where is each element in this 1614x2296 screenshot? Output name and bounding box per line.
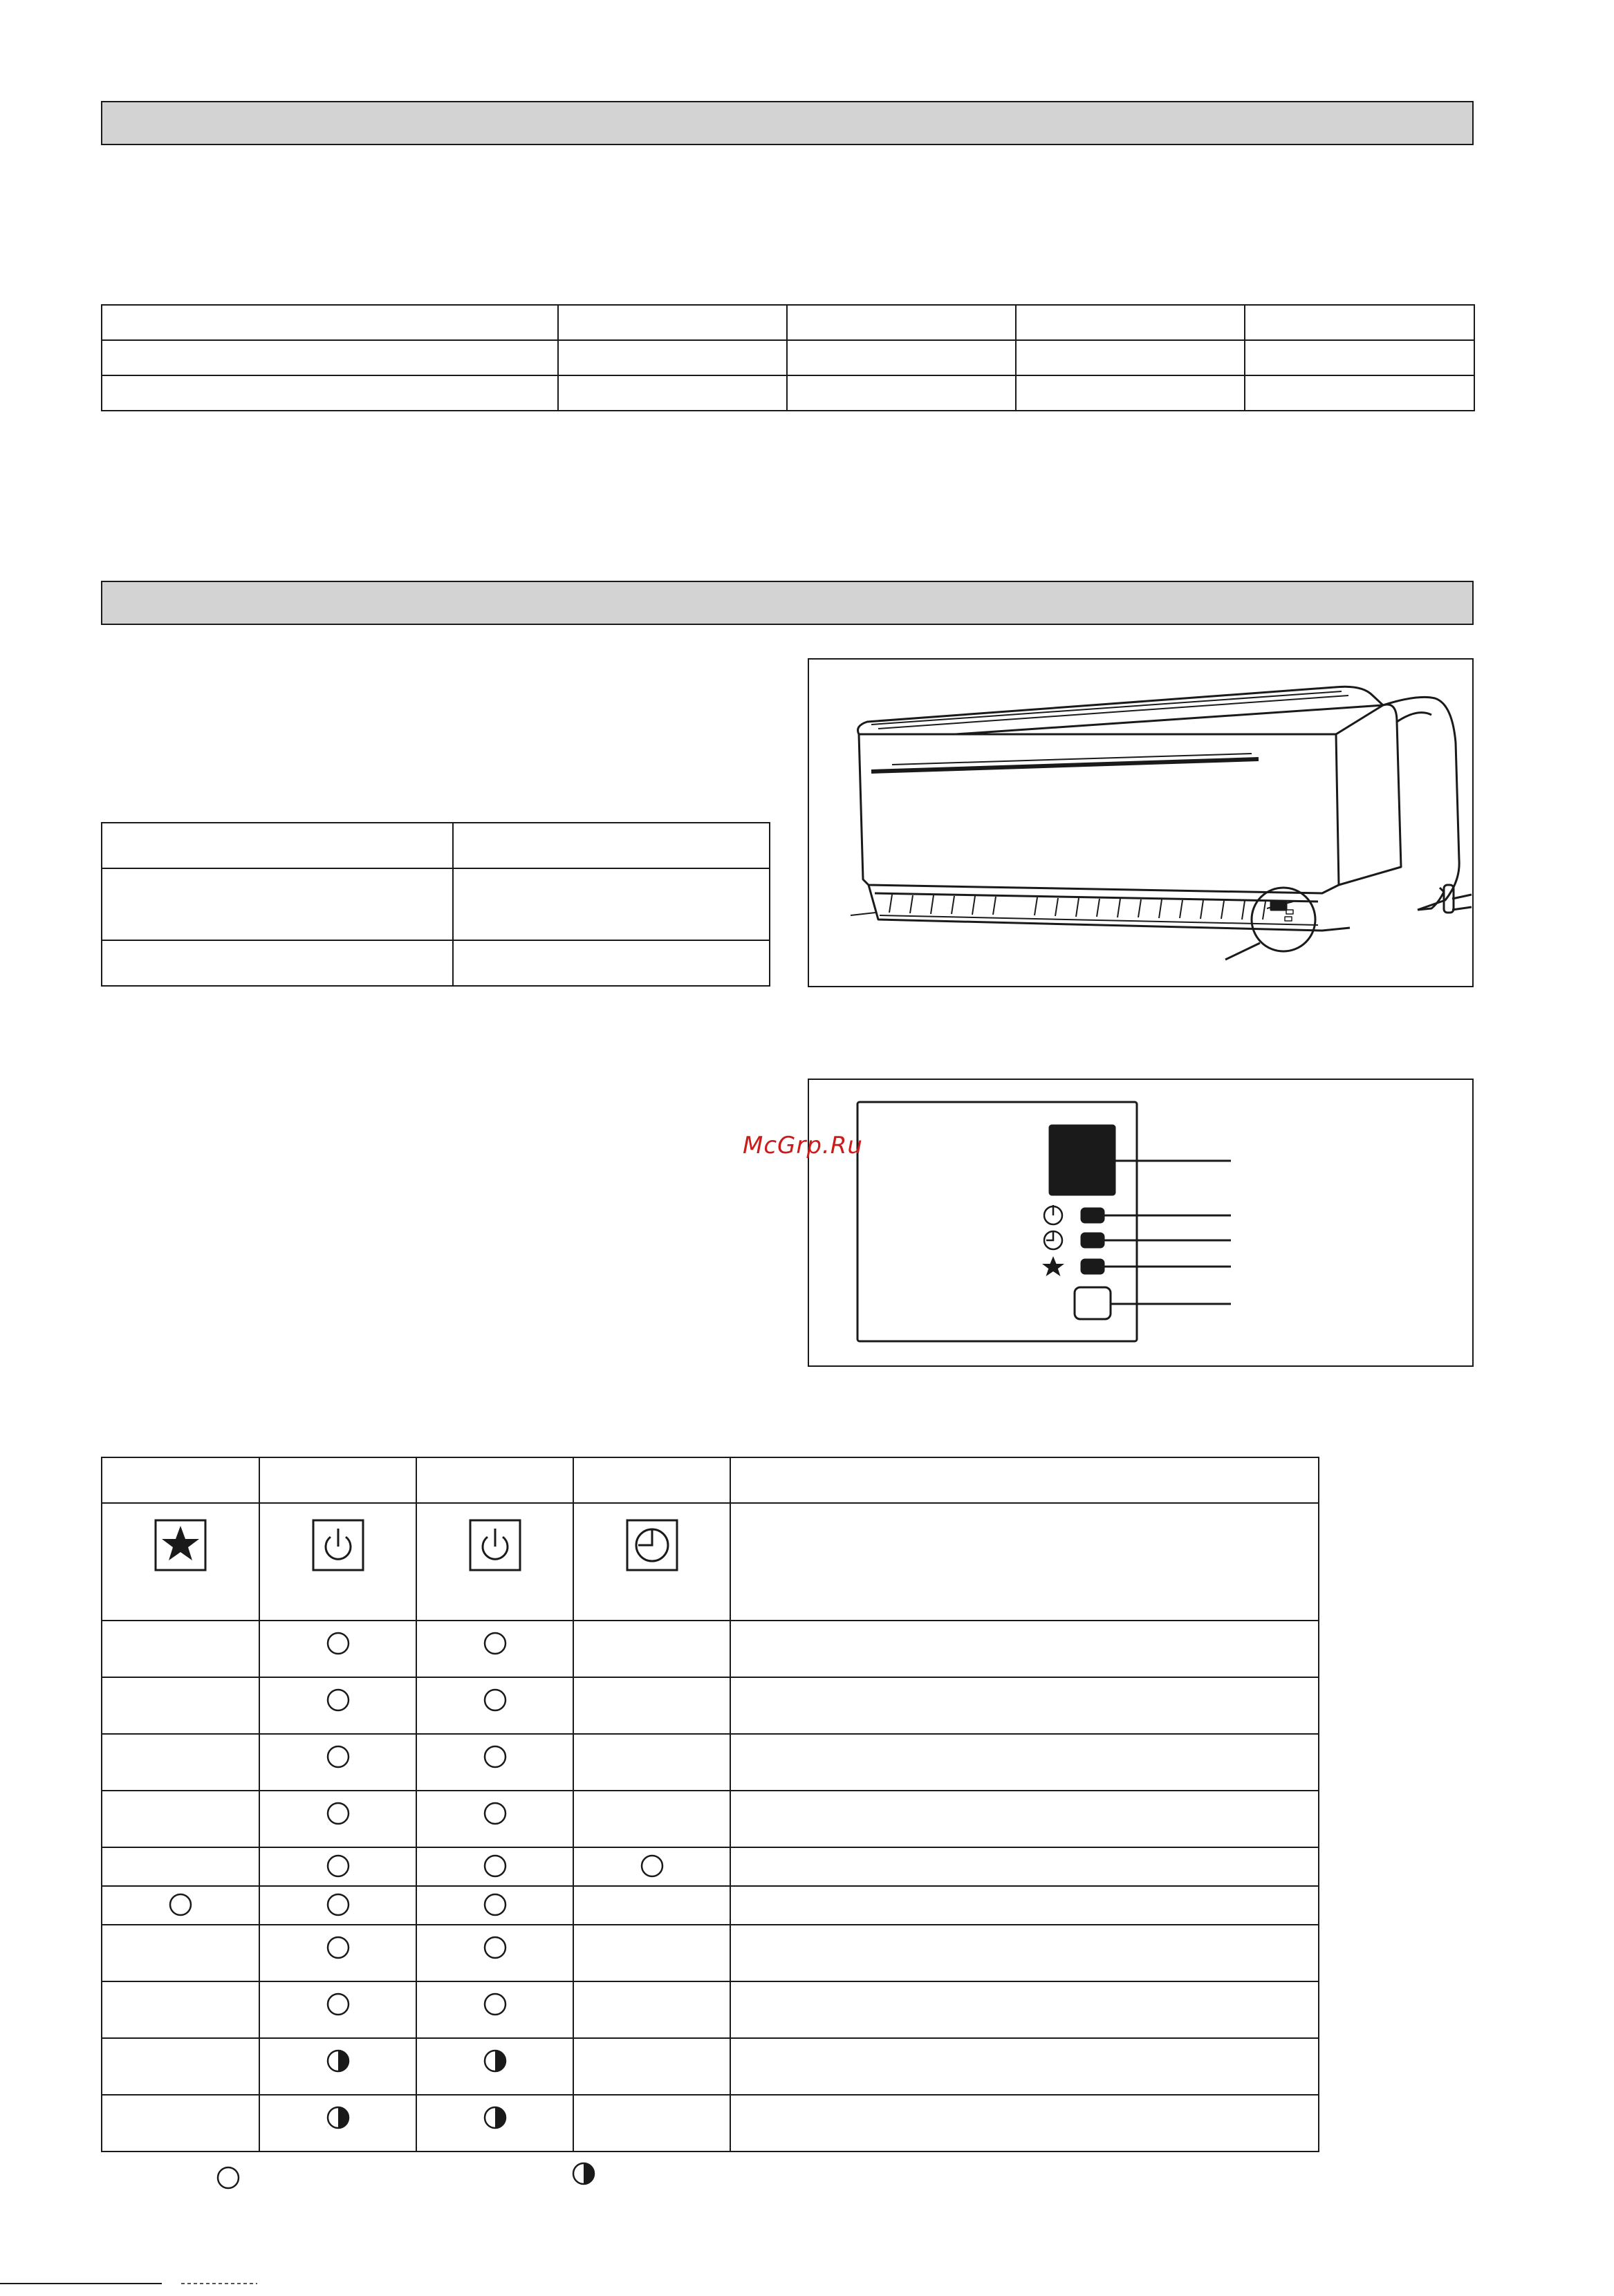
table-cell (416, 1981, 573, 2038)
lit-indicator-mark (483, 1992, 508, 2017)
lit-indicator-mark (326, 1744, 351, 1769)
table-cell (1016, 340, 1245, 375)
lit-indicator-mark (483, 1631, 508, 1656)
indicator-panel-illustration (809, 1080, 1472, 1365)
table-cell (416, 1457, 573, 1503)
table-cell (259, 1925, 416, 1981)
table-cell (573, 1503, 730, 1621)
table-cell (416, 1621, 573, 1677)
table-cell (102, 1621, 259, 1677)
legend-blink-symbol (570, 2160, 597, 2187)
air-conditioner-illustration (809, 660, 1472, 986)
table-cell (102, 940, 453, 986)
legend-lit-symbol (214, 2164, 242, 2192)
table-cell (730, 1503, 1319, 1621)
table-cell (573, 1847, 730, 1886)
lit-indicator-mark (326, 1801, 351, 1826)
lit-indicator-mark (640, 1854, 665, 1878)
table-cell (730, 1981, 1319, 2038)
table-row (102, 1621, 1319, 1677)
indicator-panel-figure (808, 1079, 1474, 1367)
table-cell (416, 1847, 573, 1886)
table-cell (102, 1457, 259, 1503)
table-cell (416, 1925, 573, 1981)
watermark: McGrp.Ru (743, 1132, 863, 1159)
table-row (102, 1925, 1319, 1981)
table-row (102, 1886, 1319, 1925)
switch-table-row (102, 823, 770, 868)
table-cell (259, 1886, 416, 1925)
table-cell (1245, 375, 1474, 411)
table-row (102, 1677, 1319, 1734)
table-cell (730, 1734, 1319, 1791)
switch-table (101, 822, 770, 987)
lit-indicator-mark (483, 1892, 508, 1917)
table-cell (573, 1886, 730, 1925)
table-cell (730, 1677, 1319, 1734)
spec-table-row (102, 340, 1474, 375)
table-cell (259, 2095, 416, 2152)
table-cell (102, 1734, 259, 1791)
lit-indicator-mark (326, 1935, 351, 1960)
table-cell (102, 1677, 259, 1734)
table-cell (453, 868, 770, 940)
table-cell (102, 823, 453, 868)
table-cell (730, 2095, 1319, 2152)
table-cell (573, 1677, 730, 1734)
blink-indicator-mark (483, 2105, 508, 2130)
table-cell (259, 1457, 416, 1503)
table-cell (573, 1457, 730, 1503)
table-cell (573, 1981, 730, 2038)
table-cell (787, 305, 1016, 340)
table-row (102, 1734, 1319, 1791)
spec-table (101, 304, 1475, 411)
table-cell (102, 1981, 259, 2038)
lit-indicator-mark (483, 1935, 508, 1960)
footer-rule (0, 2283, 162, 2284)
section-2-header (101, 581, 1474, 625)
table-cell (1245, 305, 1474, 340)
table-cell (573, 2038, 730, 2095)
table-cell (259, 1621, 416, 1677)
indoor-unit-figure (808, 658, 1474, 987)
power-icon (312, 1519, 364, 1571)
table-cell (573, 2095, 730, 2152)
table-cell (453, 823, 770, 868)
table-cell (573, 1791, 730, 1847)
table-cell (259, 1847, 416, 1886)
table-cell (787, 340, 1016, 375)
lit-indicator-mark (483, 1688, 508, 1712)
table-cell (416, 1503, 573, 1621)
lit-indicator-mark (326, 1892, 351, 1917)
table-cell (730, 1621, 1319, 1677)
table-cell (259, 1677, 416, 1734)
lit-indicator-mark (326, 1688, 351, 1712)
table-cell (416, 1791, 573, 1847)
timer-icon (626, 1519, 678, 1571)
blink-indicator-mark (326, 2105, 351, 2130)
table-cell (787, 375, 1016, 411)
section-1-header (101, 101, 1474, 145)
table-cell (416, 1734, 573, 1791)
spec-table-row (102, 305, 1474, 340)
table-cell (573, 1925, 730, 1981)
table-cell (102, 2038, 259, 2095)
table-cell (730, 1847, 1319, 1886)
table-row (102, 1981, 1319, 2038)
table-cell (102, 1847, 259, 1886)
lit-indicator-mark (483, 1854, 508, 1878)
table-cell (259, 1734, 416, 1791)
table-row (102, 1503, 1319, 1621)
table-row (102, 1847, 1319, 1886)
lit-indicator-mark (483, 1744, 508, 1769)
table-cell (730, 1791, 1319, 1847)
table-cell (102, 340, 558, 375)
spec-table-row (102, 375, 1474, 411)
table-row (102, 1791, 1319, 1847)
blink-indicator-mark (483, 2048, 508, 2073)
table-cell (573, 1621, 730, 1677)
table-cell (730, 2038, 1319, 2095)
table-row (102, 2095, 1319, 2152)
table-cell (573, 1734, 730, 1791)
table-cell (1245, 340, 1474, 375)
star-icon (154, 1519, 207, 1571)
table-cell (558, 375, 787, 411)
table-cell (102, 1791, 259, 1847)
table-cell (416, 1886, 573, 1925)
table-cell (1016, 305, 1245, 340)
power-icon (1044, 1205, 1062, 1224)
table-cell (558, 340, 787, 375)
timer-icon (1044, 1231, 1062, 1249)
table-cell (416, 2095, 573, 2152)
lit-indicator-mark (168, 1892, 193, 1917)
table-cell (416, 2038, 573, 2095)
table-cell (259, 2038, 416, 2095)
table-cell (730, 1457, 1319, 1503)
table-cell (102, 2095, 259, 2152)
footer-dash (181, 2283, 257, 2284)
lit-indicator-mark (326, 1631, 351, 1656)
table-row (102, 1457, 1319, 1503)
power-icon (469, 1519, 521, 1571)
switch-table-row (102, 868, 770, 940)
lit-indicator-mark (326, 1992, 351, 2017)
lit-indicator-mark (326, 1854, 351, 1878)
table-cell (102, 375, 558, 411)
star-icon (1042, 1256, 1064, 1276)
table-cell (416, 1677, 573, 1734)
table-cell (730, 1925, 1319, 1981)
table-row (102, 2038, 1319, 2095)
table-cell (102, 1925, 259, 1981)
indicator-table (101, 1457, 1319, 2152)
table-cell (558, 305, 787, 340)
table-cell (259, 1981, 416, 2038)
table-cell (730, 1886, 1319, 1925)
lit-indicator-mark (483, 1801, 508, 1826)
table-cell (453, 940, 770, 986)
table-cell (102, 1886, 259, 1925)
table-cell (259, 1503, 416, 1621)
table-cell (1016, 375, 1245, 411)
table-cell (102, 868, 453, 940)
table-cell (259, 1791, 416, 1847)
table-cell (102, 1503, 259, 1621)
table-cell (102, 305, 558, 340)
switch-table-row (102, 940, 770, 986)
blink-indicator-mark (326, 2048, 351, 2073)
